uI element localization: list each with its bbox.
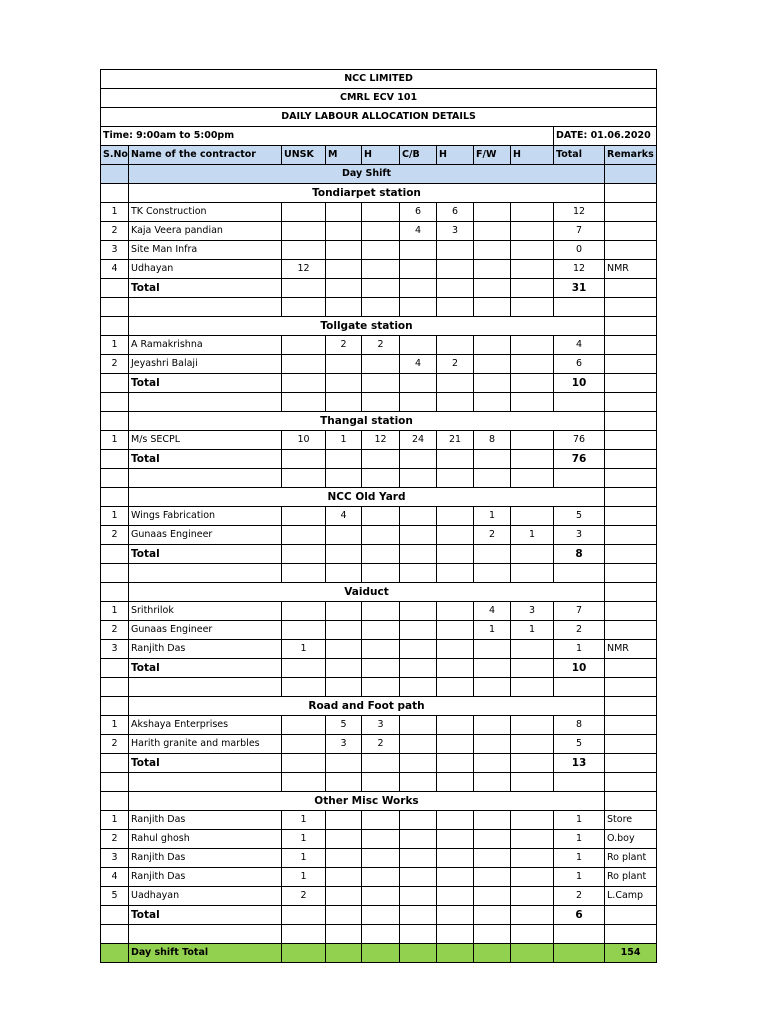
remarks-cell [605, 716, 657, 735]
table-cell [282, 203, 326, 222]
table-cell [474, 260, 511, 279]
table-row [101, 640, 657, 659]
total-label: Total [129, 659, 282, 678]
table-cell [437, 868, 474, 887]
table-cell: 3 [101, 849, 129, 868]
table-cell [282, 241, 326, 260]
table-cell [362, 640, 400, 659]
table-cell [511, 830, 554, 849]
table-cell: 4 [400, 355, 437, 374]
report-title: DAILY LABOUR ALLOCATION DETAILS [101, 108, 657, 127]
table-cell [474, 203, 511, 222]
table-cell [437, 640, 474, 659]
spacer-row [101, 469, 657, 488]
table-cell [474, 355, 511, 374]
table-cell: 2 [326, 336, 362, 355]
table-cell [326, 830, 362, 849]
section-total-value: 76 [554, 450, 605, 469]
table-cell [400, 811, 437, 830]
table-cell [511, 640, 554, 659]
contractor-name: Ranjith Das [129, 849, 282, 868]
spacer-row [101, 678, 657, 697]
table-cell [326, 203, 362, 222]
contractor-name: Rahul ghosh [129, 830, 282, 849]
table-cell: 2 [554, 621, 605, 640]
table-cell: 8 [554, 716, 605, 735]
table-cell [362, 602, 400, 621]
table-cell [437, 507, 474, 526]
spacer-row [101, 393, 657, 412]
table-cell: 1 [282, 830, 326, 849]
table-cell [474, 849, 511, 868]
remarks-cell: Store [605, 811, 657, 830]
table-cell: 3 [101, 241, 129, 260]
table-cell [511, 355, 554, 374]
table-cell: 1 [101, 716, 129, 735]
table-row [101, 602, 657, 621]
section-total-row [101, 279, 657, 298]
section-title: NCC Old Yard [129, 488, 605, 507]
table-row [101, 887, 657, 906]
table-cell: 2 [101, 621, 129, 640]
table-cell [400, 260, 437, 279]
table-cell [437, 887, 474, 906]
table-cell [362, 887, 400, 906]
table-row [101, 260, 657, 279]
contractor-name: Udhayan [129, 260, 282, 279]
table-cell [362, 203, 400, 222]
table-cell [474, 336, 511, 355]
table-cell: 1 [554, 830, 605, 849]
table-cell [400, 735, 437, 754]
table-cell [362, 811, 400, 830]
section-title-row [101, 792, 657, 811]
table-cell: 7 [554, 222, 605, 241]
table-cell: 12 [554, 260, 605, 279]
table-cell: 2 [101, 526, 129, 545]
total-label: Total [129, 374, 282, 393]
remarks-cell [605, 355, 657, 374]
table-cell [362, 507, 400, 526]
table-cell: 3 [101, 640, 129, 659]
table-cell [400, 887, 437, 906]
table-cell [437, 716, 474, 735]
section-total-row [101, 450, 657, 469]
section-title: Thangal station [129, 412, 605, 431]
table-cell [282, 621, 326, 640]
table-cell [474, 640, 511, 659]
column-header: S.No [101, 146, 129, 165]
table-cell [437, 526, 474, 545]
table-cell [511, 811, 554, 830]
table-cell [474, 830, 511, 849]
table-cell [511, 887, 554, 906]
table-row [101, 830, 657, 849]
contractor-name: Akshaya Enterprises [129, 716, 282, 735]
table-cell: 7 [554, 602, 605, 621]
section-total-value: 8 [554, 545, 605, 564]
section-title: Tollgate station [129, 317, 605, 336]
table-cell [400, 507, 437, 526]
remarks-cell: Ro plant [605, 849, 657, 868]
table-row [101, 811, 657, 830]
contractor-name: Ranjith Das [129, 868, 282, 887]
table-cell [362, 868, 400, 887]
table-cell: 1 [474, 507, 511, 526]
table-cell [437, 735, 474, 754]
table-cell: 1 [326, 431, 362, 450]
table-cell [400, 868, 437, 887]
contractor-name: Harith granite and marbles [129, 735, 282, 754]
table-row [101, 868, 657, 887]
table-cell: 5 [326, 716, 362, 735]
table-cell [400, 621, 437, 640]
table-cell: 1 [101, 811, 129, 830]
remarks-cell: Ro plant [605, 868, 657, 887]
table-cell [362, 222, 400, 241]
table-cell: 21 [437, 431, 474, 450]
table-row [101, 355, 657, 374]
remarks-cell [605, 336, 657, 355]
contractor-name: Ranjith Das [129, 811, 282, 830]
table-row [101, 735, 657, 754]
table-cell: 1 [511, 621, 554, 640]
table-row [101, 431, 657, 450]
table-cell: 0 [554, 241, 605, 260]
table-cell [511, 203, 554, 222]
table-cell: 1 [474, 621, 511, 640]
spacer-row [101, 925, 657, 944]
remarks-cell [605, 507, 657, 526]
remarks-cell [605, 203, 657, 222]
table-cell: 1 [101, 507, 129, 526]
table-cell: 1 [282, 849, 326, 868]
table-cell: 1 [282, 868, 326, 887]
table-row [101, 336, 657, 355]
table-cell [474, 887, 511, 906]
table-cell [437, 830, 474, 849]
remarks-cell [605, 602, 657, 621]
table-cell: 3 [437, 222, 474, 241]
table-cell: 1 [554, 868, 605, 887]
column-header: M [326, 146, 362, 165]
remarks-cell [605, 735, 657, 754]
table-cell [400, 849, 437, 868]
table-cell [400, 640, 437, 659]
table-cell [326, 526, 362, 545]
table-cell: 1 [282, 811, 326, 830]
allocation-table [100, 69, 657, 963]
table-cell: 24 [400, 431, 437, 450]
section-total-value: 6 [554, 906, 605, 925]
spacer-row [101, 773, 657, 792]
contractor-name: Srithrilok [129, 602, 282, 621]
table-cell: 10 [282, 431, 326, 450]
table-cell: 3 [554, 526, 605, 545]
section-title: Road and Foot path [129, 697, 605, 716]
table-cell [437, 241, 474, 260]
table-cell: 1 [554, 811, 605, 830]
column-header: H [362, 146, 400, 165]
section-title-row [101, 583, 657, 602]
table-cell [326, 887, 362, 906]
table-cell [326, 355, 362, 374]
table-cell [511, 716, 554, 735]
contractor-name: A Ramakrishna [129, 336, 282, 355]
spacer-row [101, 298, 657, 317]
table-cell: 1 [554, 849, 605, 868]
contractor-name: Wings Fabrication [129, 507, 282, 526]
table-cell [511, 507, 554, 526]
table-cell [511, 222, 554, 241]
table-cell [326, 602, 362, 621]
section-title-row [101, 488, 657, 507]
total-label: Total [129, 450, 282, 469]
table-cell [400, 830, 437, 849]
table-cell [437, 811, 474, 830]
table-cell [511, 336, 554, 355]
table-cell [474, 811, 511, 830]
table-row [101, 507, 657, 526]
table-cell: 4 [474, 602, 511, 621]
remarks-cell [605, 526, 657, 545]
table-cell [282, 602, 326, 621]
table-cell [437, 336, 474, 355]
table-row [101, 716, 657, 735]
remarks-cell: NMR [605, 260, 657, 279]
spacer-row [101, 564, 657, 583]
table-cell [326, 849, 362, 868]
column-header: H [511, 146, 554, 165]
section-title: Tondiarpet station [129, 184, 605, 203]
day-shift-total-label: Day shift Total [129, 944, 282, 963]
table-cell: 2 [101, 735, 129, 754]
table-cell: 12 [362, 431, 400, 450]
table-cell [282, 507, 326, 526]
table-cell [282, 735, 326, 754]
table-cell: 5 [554, 507, 605, 526]
contractor-name: Uadhayan [129, 887, 282, 906]
remarks-cell [605, 241, 657, 260]
table-cell: 2 [101, 222, 129, 241]
total-label: Total [129, 545, 282, 564]
table-cell [437, 849, 474, 868]
table-cell [437, 602, 474, 621]
table-cell [511, 735, 554, 754]
contractor-name: Gunaas Engineer [129, 621, 282, 640]
table-cell [400, 336, 437, 355]
section-title-row [101, 412, 657, 431]
project-name: CMRL ECV 101 [101, 89, 657, 108]
table-cell: 1 [101, 431, 129, 450]
table-cell: 6 [437, 203, 474, 222]
company-name: NCC LIMITED [101, 70, 657, 89]
table-cell [362, 849, 400, 868]
table-cell [326, 811, 362, 830]
day-shift-total-value: 154 [605, 944, 657, 963]
labour-allocation-sheet [100, 69, 656, 963]
table-cell [362, 355, 400, 374]
table-cell [282, 526, 326, 545]
table-cell: 5 [554, 735, 605, 754]
remarks-cell [605, 431, 657, 450]
table-cell: 2 [362, 735, 400, 754]
table-cell: 1 [511, 526, 554, 545]
column-header: F/W [474, 146, 511, 165]
table-cell: 2 [474, 526, 511, 545]
table-cell [400, 602, 437, 621]
time-label: Time: 9:00am to 5:00pm [101, 127, 554, 146]
table-row [101, 849, 657, 868]
column-header: UNSK [282, 146, 326, 165]
date-label: DATE: 01.06.2020 [554, 127, 657, 146]
table-cell: 4 [554, 336, 605, 355]
table-cell: 76 [554, 431, 605, 450]
remarks-cell: NMR [605, 640, 657, 659]
table-cell [400, 526, 437, 545]
contractor-name: M/s SECPL [129, 431, 282, 450]
table-cell [400, 241, 437, 260]
section-total-value: 13 [554, 754, 605, 773]
section-total-value: 10 [554, 659, 605, 678]
table-cell [282, 222, 326, 241]
table-cell: 4 [101, 868, 129, 887]
column-header: H [437, 146, 474, 165]
table-cell: 6 [554, 355, 605, 374]
table-cell [326, 260, 362, 279]
table-cell: 2 [362, 336, 400, 355]
table-row [101, 621, 657, 640]
section-total-row [101, 659, 657, 678]
table-cell [282, 716, 326, 735]
contractor-name: Ranjith Das [129, 640, 282, 659]
table-cell: 1 [101, 602, 129, 621]
table-cell [511, 431, 554, 450]
table-cell [362, 830, 400, 849]
table-cell [474, 241, 511, 260]
contractor-name: Kaja Veera pandian [129, 222, 282, 241]
contractor-name: Jeyashri Balaji [129, 355, 282, 374]
total-label: Total [129, 906, 282, 925]
remarks-cell: O.boy [605, 830, 657, 849]
table-cell: 4 [400, 222, 437, 241]
table-cell [474, 868, 511, 887]
total-label: Total [129, 279, 282, 298]
table-cell [326, 621, 362, 640]
section-total-row [101, 754, 657, 773]
table-cell: 5 [101, 887, 129, 906]
table-cell: 1 [554, 640, 605, 659]
table-cell: 4 [326, 507, 362, 526]
section-total-row [101, 906, 657, 925]
table-cell: 2 [101, 355, 129, 374]
day-shift-total-row [101, 944, 657, 963]
table-row [101, 203, 657, 222]
table-cell: 3 [326, 735, 362, 754]
section-total-value: 31 [554, 279, 605, 298]
table-cell [326, 868, 362, 887]
contractor-name: Gunaas Engineer [129, 526, 282, 545]
table-cell: 6 [400, 203, 437, 222]
section-title-row [101, 697, 657, 716]
table-cell [362, 241, 400, 260]
total-label: Total [129, 754, 282, 773]
column-header: Name of the contractor [129, 146, 282, 165]
table-cell [326, 640, 362, 659]
remarks-cell: L.Camp [605, 887, 657, 906]
table-cell [326, 222, 362, 241]
column-header: Remarks [605, 146, 657, 165]
contractor-name: TK Construction [129, 203, 282, 222]
table-cell [326, 241, 362, 260]
section-title-row [101, 317, 657, 336]
table-cell [511, 260, 554, 279]
table-cell [362, 621, 400, 640]
remarks-cell [605, 222, 657, 241]
column-header-row [101, 146, 657, 165]
table-cell: 3 [511, 602, 554, 621]
table-cell [511, 868, 554, 887]
section-total-row [101, 545, 657, 564]
remarks-cell [605, 621, 657, 640]
table-cell: 2 [282, 887, 326, 906]
table-cell [282, 355, 326, 374]
table-cell: 1 [101, 336, 129, 355]
table-cell: 8 [474, 431, 511, 450]
column-header: Total [554, 146, 605, 165]
table-row [101, 526, 657, 545]
table-cell: 2 [101, 830, 129, 849]
table-cell: 1 [282, 640, 326, 659]
table-cell: 4 [101, 260, 129, 279]
table-cell: 2 [554, 887, 605, 906]
section-title-row [101, 184, 657, 203]
contractor-name: Site Man Infra [129, 241, 282, 260]
section-total-value: 10 [554, 374, 605, 393]
table-cell: 12 [554, 203, 605, 222]
section-title: Vaiduct [129, 583, 605, 602]
shift-label: Day Shift [129, 165, 605, 184]
column-header: C/B [400, 146, 437, 165]
table-cell [437, 260, 474, 279]
table-row [101, 241, 657, 260]
table-cell [437, 621, 474, 640]
table-cell [362, 526, 400, 545]
table-cell [474, 735, 511, 754]
table-cell [474, 716, 511, 735]
table-cell: 2 [437, 355, 474, 374]
table-cell [282, 336, 326, 355]
table-cell [511, 849, 554, 868]
table-cell: 3 [362, 716, 400, 735]
table-cell [400, 716, 437, 735]
table-cell [511, 241, 554, 260]
table-cell: 1 [101, 203, 129, 222]
section-title: Other Misc Works [129, 792, 605, 811]
section-total-row [101, 374, 657, 393]
table-cell [362, 260, 400, 279]
table-cell: 12 [282, 260, 326, 279]
table-cell [474, 222, 511, 241]
table-row [101, 222, 657, 241]
